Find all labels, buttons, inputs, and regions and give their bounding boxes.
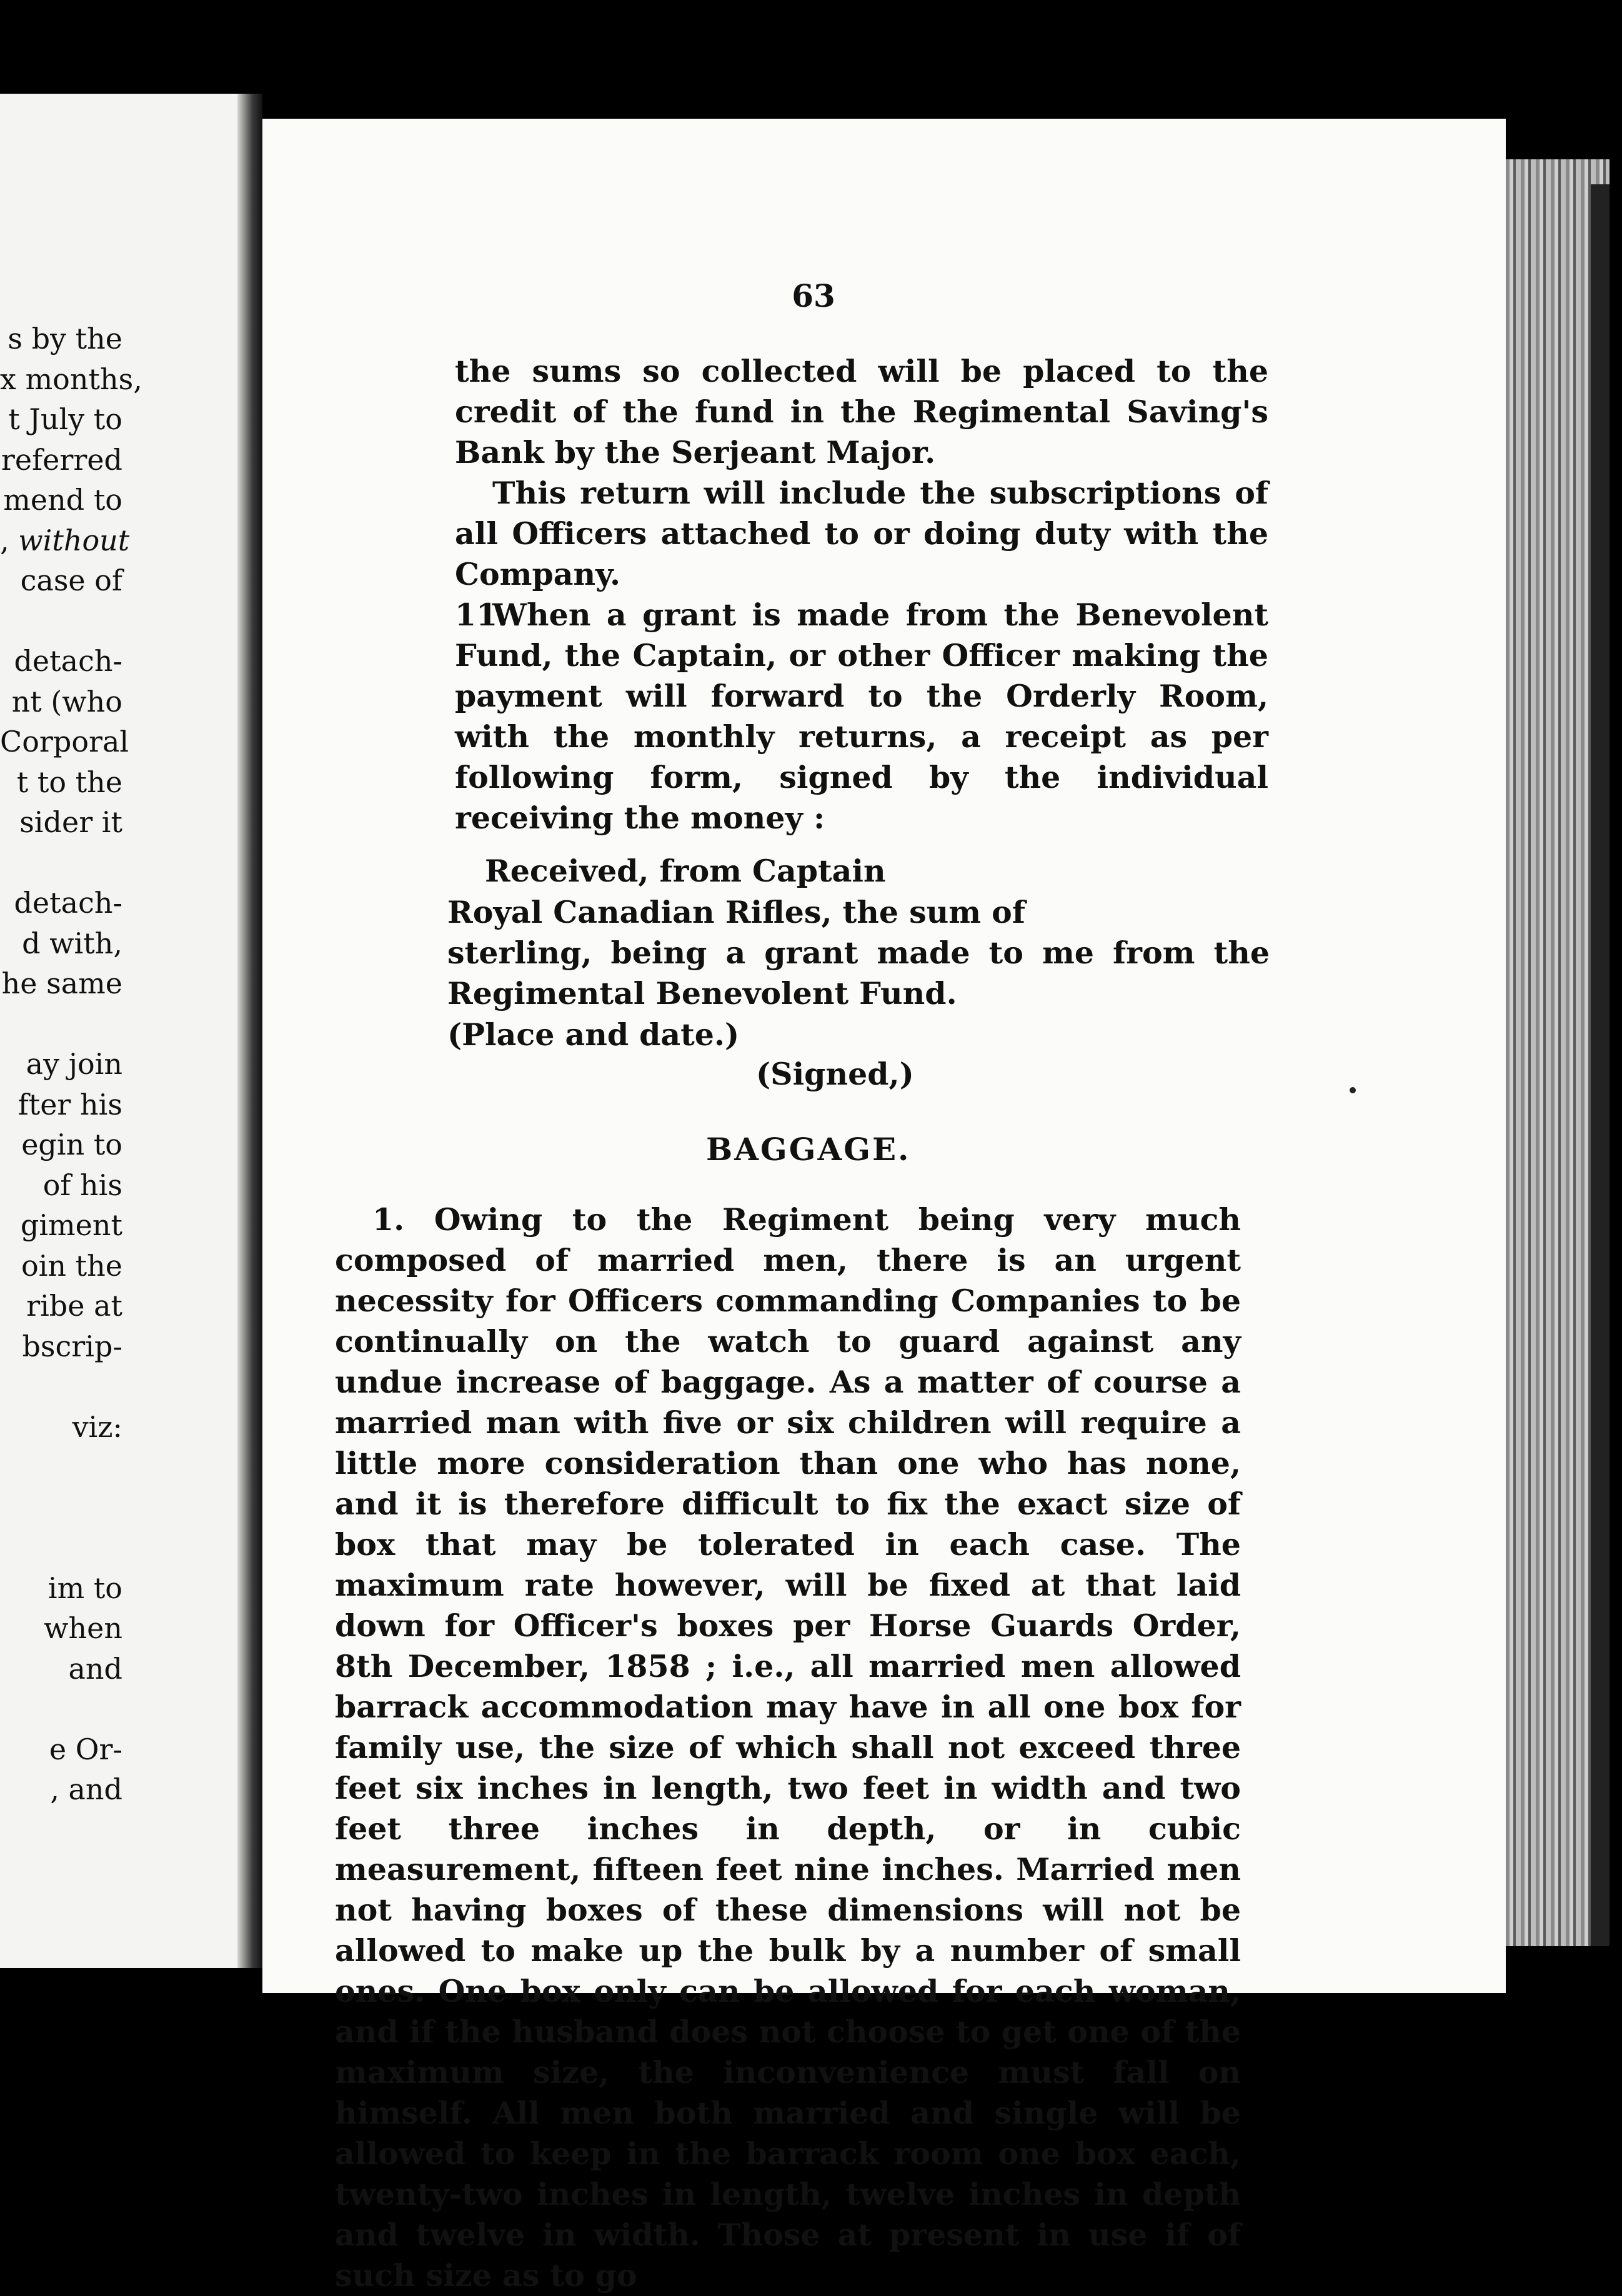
item-11-number: 11. <box>455 597 509 633</box>
left-page-line: , without <box>0 523 130 557</box>
left-page-line: egin to <box>21 1128 122 1161</box>
left-page-line: s by the <box>7 322 122 355</box>
page-number: 63 <box>792 277 835 314</box>
left-page-line: t to the <box>16 765 122 799</box>
baggage-number: 1. <box>372 1201 405 1238</box>
left-page-line: bscrip- <box>22 1329 122 1363</box>
section-heading: BAGGAGE. <box>706 1131 911 1168</box>
receipt-form-line3: sterling, being a grant made to me from the Regimental Benevolent Fund. <box>447 935 1270 1011</box>
left-page-line: case of <box>20 564 122 597</box>
return-paragraph: This return will include the subscriptions of all Officers attached to or doing duty with the Company. <box>455 475 1268 592</box>
left-page-line: giment <box>20 1208 122 1242</box>
left-page-line: when <box>44 1611 122 1645</box>
left-page-line: im to <box>47 1571 122 1605</box>
left-page-line: ribe at <box>26 1289 122 1323</box>
item-11-text: When a grant is made from the Benevolent Fund, the Captain, or other Officer making the payment will forward to the Orderly Room, with the monthly returns, a receipt as per following form, signed by the individual receiving the money : <box>455 597 1268 836</box>
left-page-line: referred <box>1 442 122 477</box>
page-speck <box>1350 1087 1356 1093</box>
left-page-line: detach- <box>14 886 122 920</box>
left-page-line: viz: <box>72 1409 122 1444</box>
left-page-line: x months, <box>0 362 142 396</box>
book-gutter <box>237 94 262 1968</box>
left-page-line: and <box>68 1651 122 1686</box>
left-page-line: sider it <box>19 805 122 839</box>
receipt-form-line2: Royal Canadian Rifles, the sum of <box>447 894 1025 930</box>
left-page-line: fter his <box>17 1087 122 1121</box>
item-11-paragraph <box>455 595 1268 838</box>
left-page-line: oin the <box>21 1248 122 1283</box>
page-edges <box>1506 159 1610 1946</box>
left-page-line: detach- <box>14 644 122 678</box>
left-page-line: Corporal <box>0 725 129 758</box>
baggage-block <box>335 1200 1241 2296</box>
left-page-line: e Or- <box>49 1732 122 1766</box>
left-page-line: of his <box>42 1168 122 1202</box>
receipt-form-line1: Received, from Captain <box>485 853 886 889</box>
continued-paragraph: the sums so collected will be placed to the credit of the fund in the Regimental Saving's Bank by the Serjeant Major. <box>455 353 1268 470</box>
receipt-form-line4: (Place and date.) <box>447 1016 740 1053</box>
left-page-line: t July to <box>8 402 122 436</box>
left-page-line: , and <box>50 1772 122 1806</box>
baggage-paragraph <box>335 1200 1241 2296</box>
top-text-block <box>455 351 1268 838</box>
left-page-line: ay join <box>26 1047 122 1081</box>
baggage-text: Owing to the Regiment being very much composed of married men, there is an urgent necessity for Officers commanding Companies to be continually on the watch to guard against any undue increase of baggage. As a matter of course a married man with five or six children will require a little more consideration than one who has none, and it is therefore difficult to fix the exact size of box that may be tolerated in each case. The maximum rate however, will be fixed at that laid down for Officer's boxes per Horse Guards Order, 8th December, 1858 ; i.e., all married men allowed barrack accommodation may have in all one box for family use, the size of which shall not exceed three feet six inches in length, two feet in width and two feet three inches in depth, or in cubic measurement, fifteen feet nine inches. Married men not having boxes of these dimensions will not be allowed to make up the bulk by a number of small ones. One box only can be allowed for each woman, and if the husband does not choose to get one of the maximum size, the inconvenience must fall on himself. All men both married and single will be allowed to keep in the barrack room one box each, twenty-two inches in length, twelve inches in depth and twelve in width. Those at present in use if of such size as to go <box>335 1201 1241 2294</box>
left-page-line: mend to <box>3 483 122 517</box>
left-page-line: nt (who <box>11 684 122 718</box>
signed-line: (Signed,) <box>756 1056 914 1092</box>
left-page-line: he same <box>1 967 122 1000</box>
left-page-line: d with, <box>22 926 122 960</box>
